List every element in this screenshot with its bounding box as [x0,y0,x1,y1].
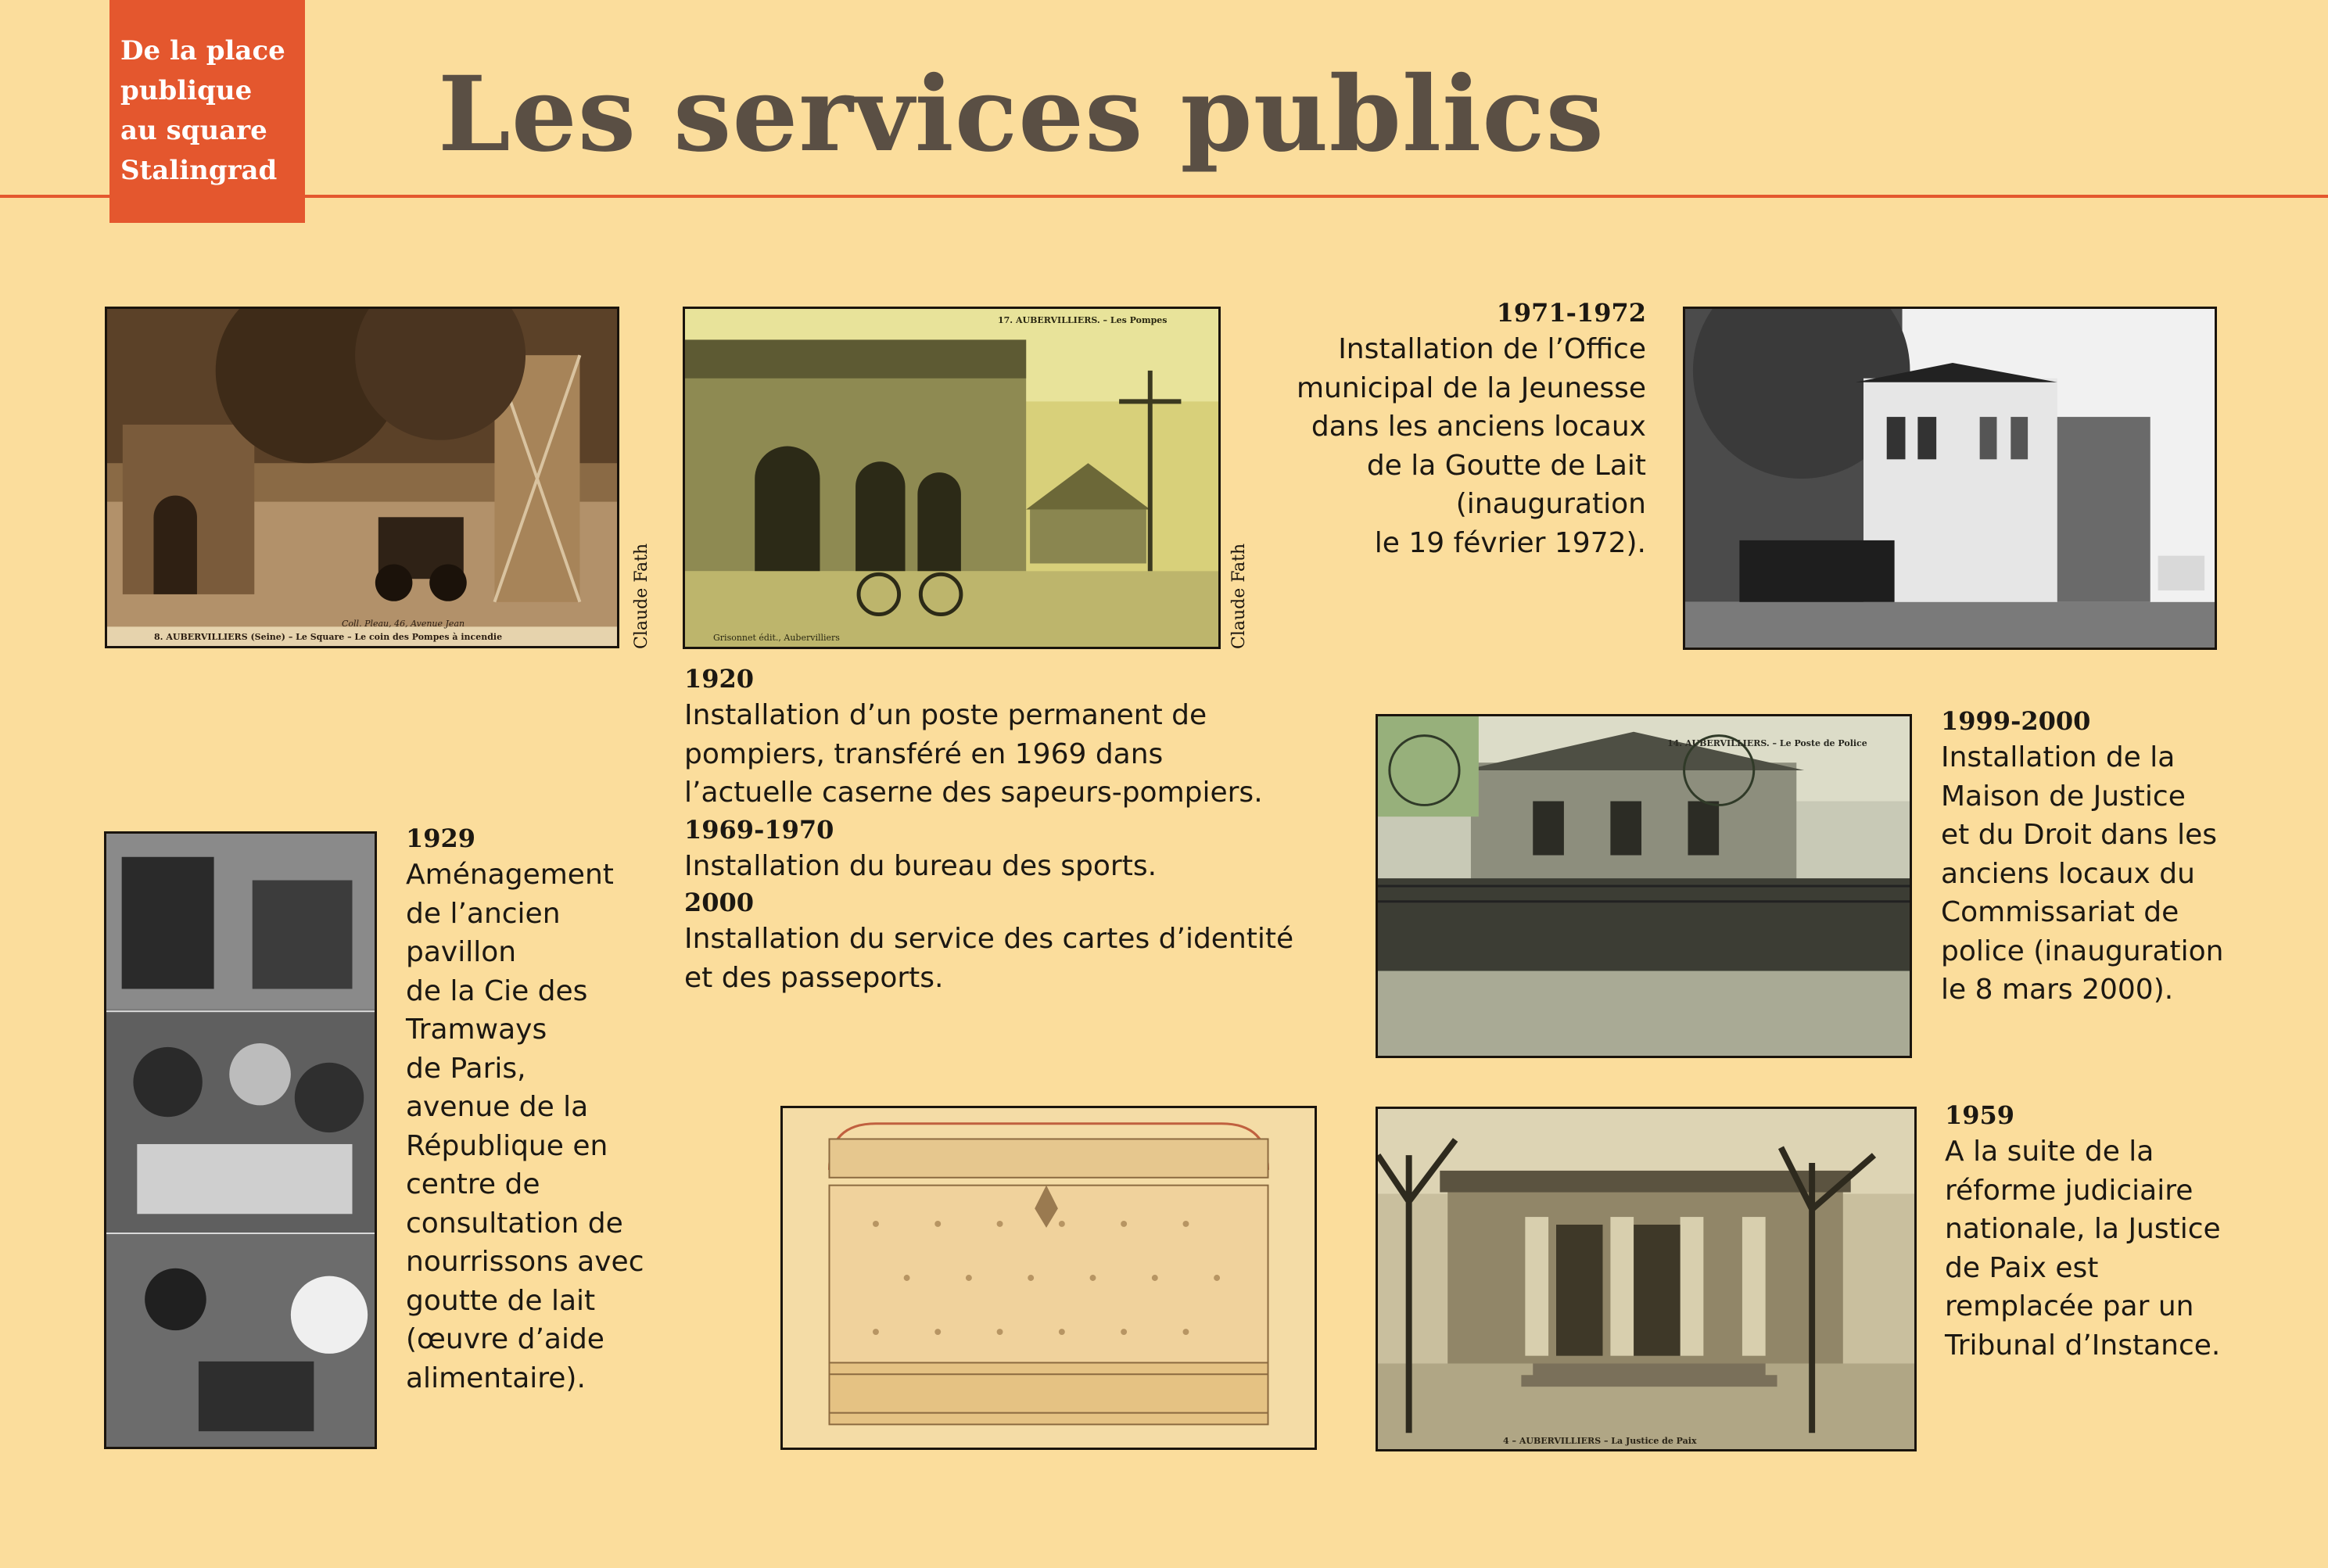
text-line: dans les anciens locaux [1311,411,1646,443]
text-line: le 8 mars 2000). [1941,974,2174,1006]
text-line: nationale, la Justice [1945,1213,2221,1245]
text-line: Tramways [406,1014,547,1046]
text-line: A la suite de la [1945,1136,2154,1168]
text-line: et du Droit dans les [1941,819,2217,851]
text-1959 [1945,1098,2221,1365]
text-line: de Paix est [1945,1251,2099,1284]
photo-poste-police [1376,714,1912,1058]
text-1971-1972 [1297,296,1646,562]
year-heading: 1969-1970 [684,814,834,845]
text-line: centre de [406,1168,540,1200]
photo-justice-de-paix [1376,1107,1917,1451]
text-1929 [406,821,644,1398]
year-heading: 1959 [1945,1100,2015,1130]
text-line: pavillon [406,936,517,968]
text-line: République en [406,1129,608,1162]
photo-caption: 8. AUBERVILLIERS (Seine) – Le Square – Le coin des Pompes à incendie [154,632,503,642]
photo-editor-caption: Coll. Pleau, 46, Avenue Jean [342,619,465,629]
text-line: municipal de la Jeunesse [1296,371,1646,404]
text-line: le 19 février 1972). [1374,526,1646,559]
text-line: consultation de [406,1207,623,1240]
badge-line: De la place [120,35,285,66]
text-line: et des passeports. [684,961,944,994]
photo-caption: 14. AUBERVILLIERS. – Le Poste de Police [1667,738,1867,748]
text-line: alimentaire). [406,1362,586,1394]
year-heading: 2000 [684,888,755,917]
text-line: (inauguration [1455,488,1646,520]
text-line: pompiers, transféré en 1969 dans [684,737,1164,770]
photo-caption: 4 – AUBERVILLIERS – La Justice de Paix [1503,1436,1697,1446]
photo-les-pompes [683,307,1221,649]
text-line: Installation de l’Office [1338,333,1646,365]
text-line: Installation d’un poste permanent de [684,699,1207,731]
photo-office-jeunesse [1683,307,2217,650]
year-heading: 1971-1972 [1496,298,1646,328]
photo-plan-facade [780,1106,1317,1450]
header-rule [0,195,2328,198]
text-line: de la Cie des [406,974,588,1007]
text-line: Installation de la [1941,741,2176,773]
photo-square-pompes [105,307,619,648]
badge-line: publique [120,75,253,106]
text-line: goutte de lait [406,1284,596,1317]
text-line: (œuvre d’aide [406,1323,604,1355]
text-line: nourrissons avec [406,1246,644,1278]
text-line: de la Goutte de Lait [1366,449,1646,482]
text-line: anciens locaux du [1941,857,2195,890]
text-line: Tribunal d’Instance. [1945,1329,2221,1362]
photo-caption: 17. AUBERVILLIERS. – Les Pompes [998,315,1168,325]
photo-credit: Claude Fath [632,543,651,649]
badge-line: Stalingrad [120,155,278,186]
text-line: Maison de Justice [1941,780,2186,813]
section-badge [109,0,305,223]
photo-credit: Claude Fath [1229,543,1249,649]
text-line: de l’ancien [406,897,561,930]
text-1999-2000 [1941,704,2224,1010]
text-line: de Paris, [406,1052,526,1085]
photo-caption: Grisonnet édit., Aubervilliers [713,633,840,643]
text-line: Aménagement [406,859,614,891]
text-line: l’actuelle caserne des sapeurs-pompiers. [684,777,1263,809]
text-line: Commissariat de [1941,896,2179,928]
text-line: Installation du service des cartes d’identité [684,923,1294,955]
text-line: réforme judiciaire [1945,1174,2193,1207]
badge-line: au square [120,115,267,146]
text-line: remplacée par un [1945,1290,2194,1322]
text-line: police (inauguration [1941,935,2224,967]
photo-consultation-nourrissons [104,831,377,1449]
page-title: Les services publics [438,54,1605,175]
text-1920 [684,662,1293,997]
year-heading: 1920 [684,664,755,694]
text-line: Installation du bureau des sports. [684,849,1157,882]
text-line: avenue de la [406,1091,589,1123]
year-heading: 1929 [406,823,476,853]
year-heading: 1999-2000 [1941,706,2091,736]
